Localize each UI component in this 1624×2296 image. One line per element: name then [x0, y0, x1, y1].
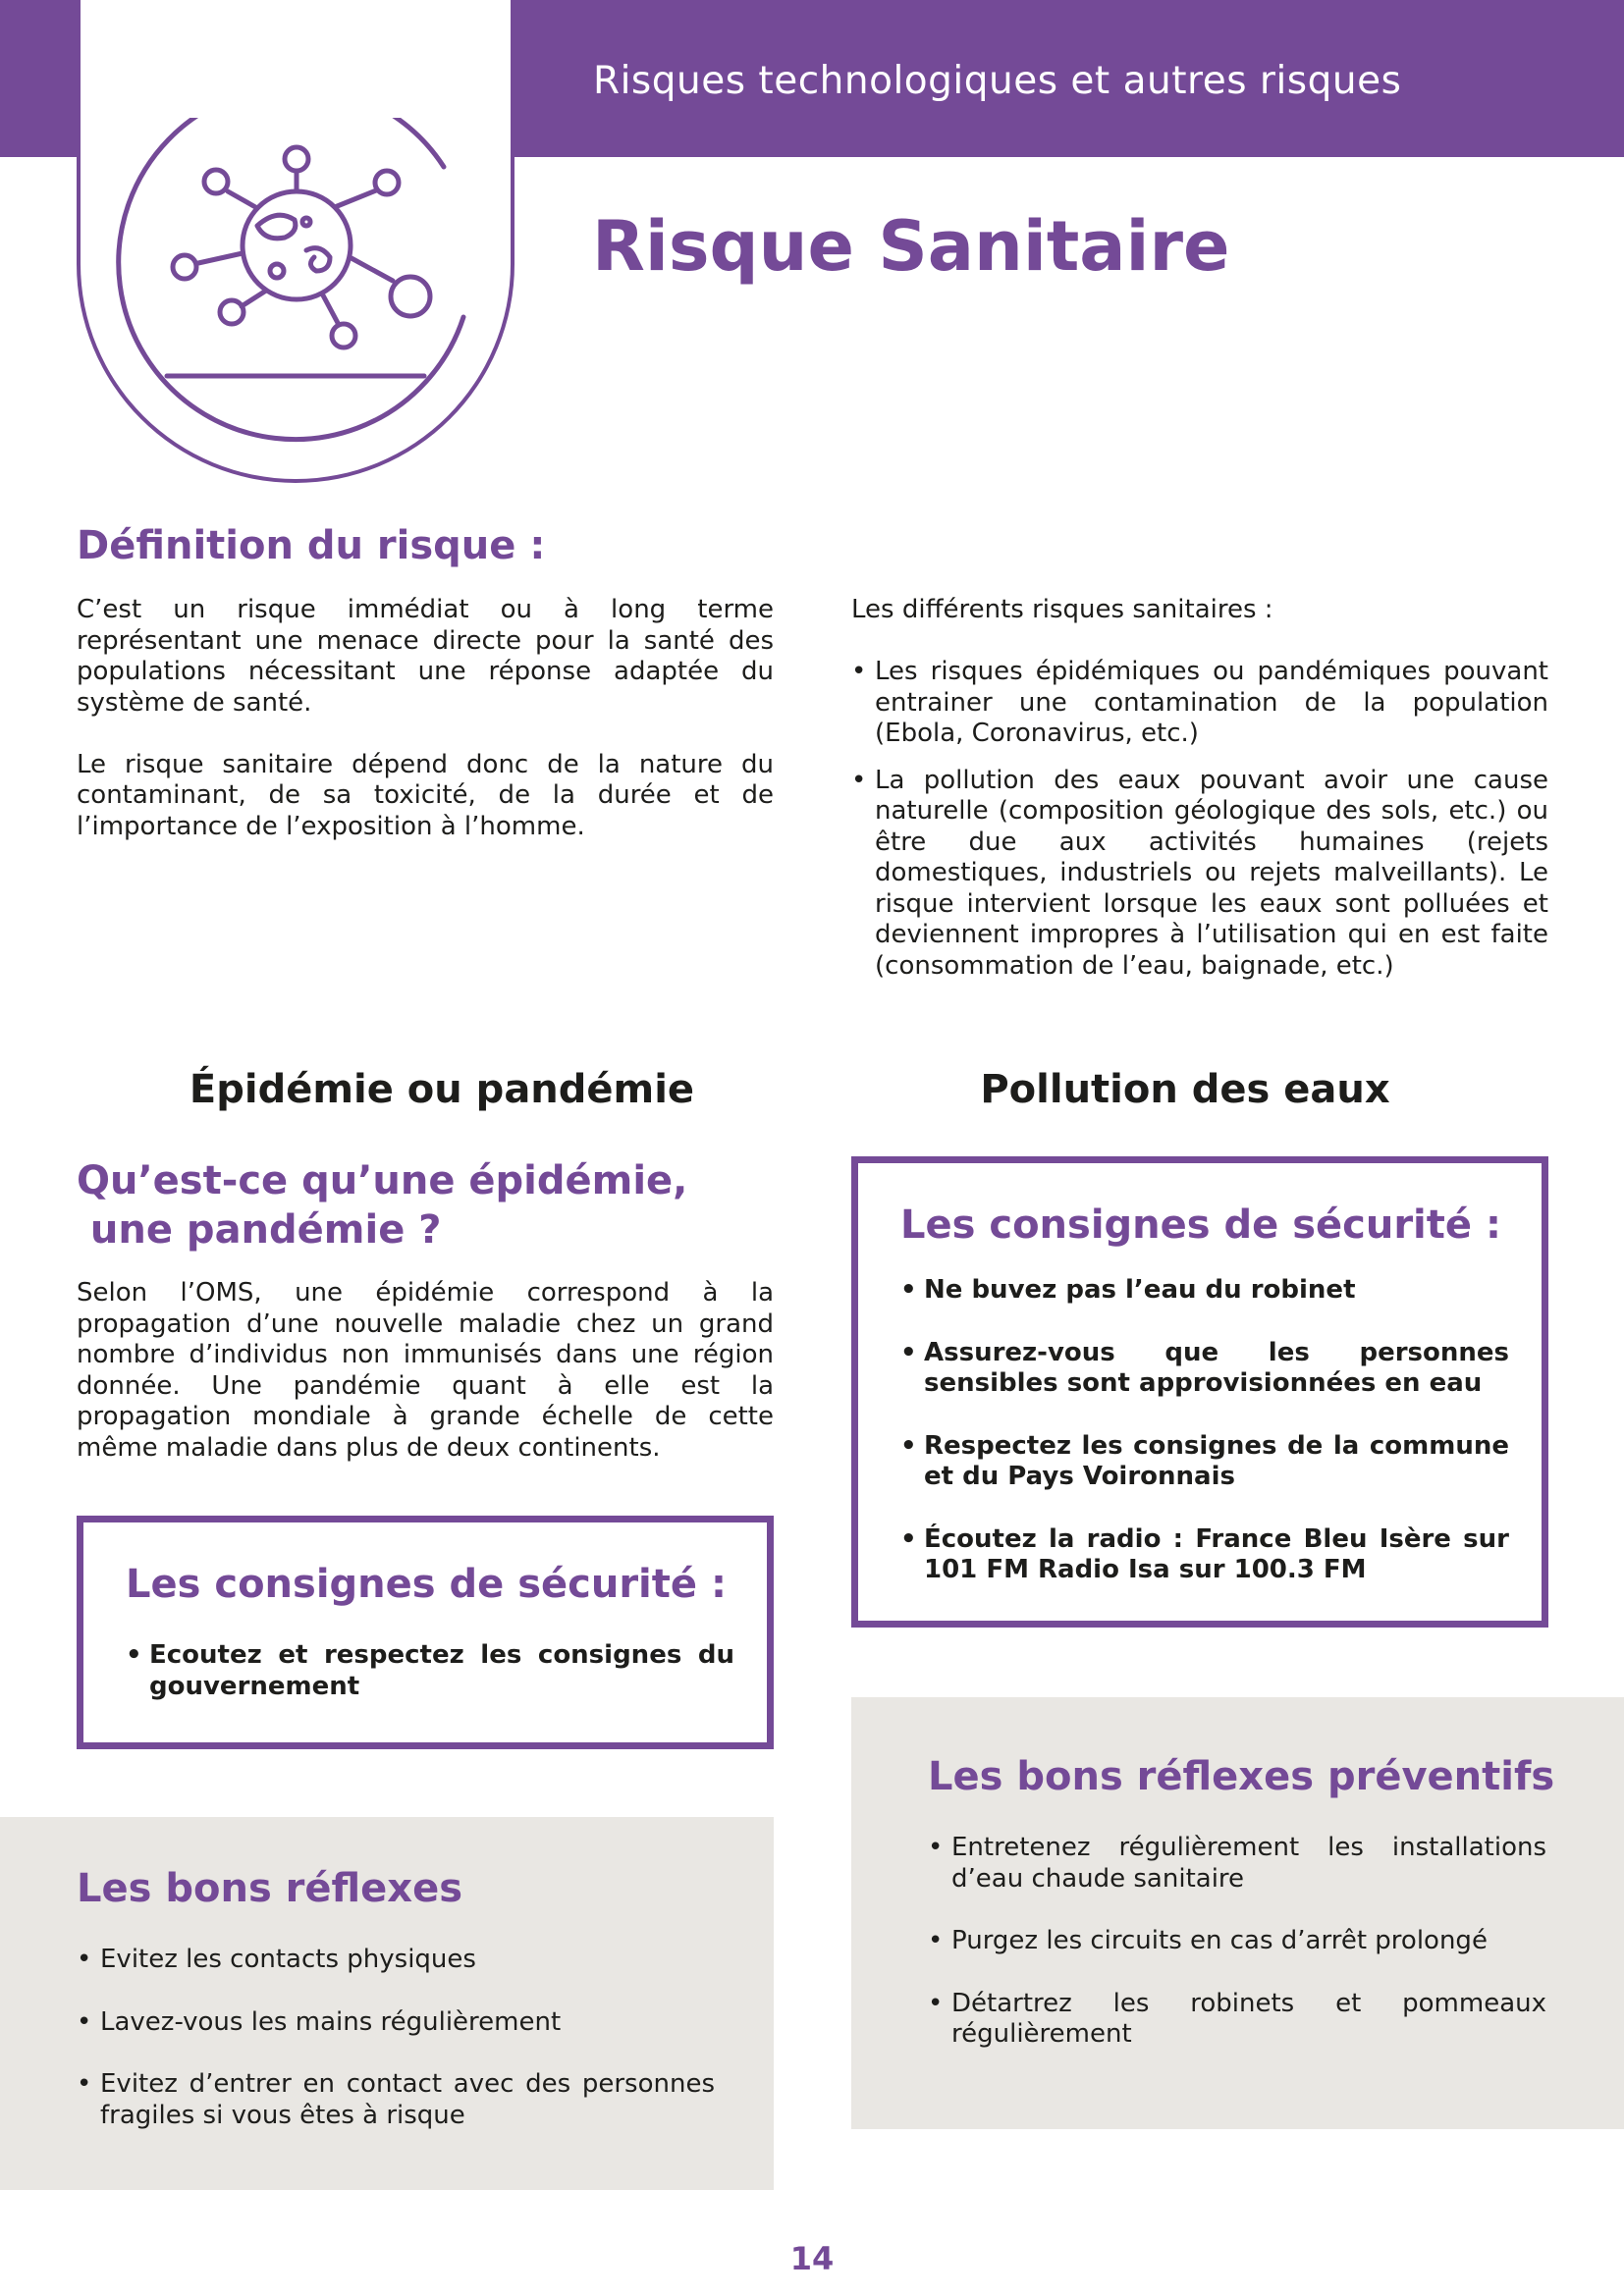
page-title: Risque Sanitaire: [592, 206, 1230, 287]
category-title: Risques technologiques et autres risques: [593, 59, 1402, 103]
list-item: • Purgez les circuits en cas d’arrêt prolongé: [928, 1926, 1546, 1957]
consignes-list: [126, 1640, 734, 1702]
page-number: 14: [789, 2240, 835, 2277]
risk-types-intro: Les différents risques sanitaires :: [851, 595, 1273, 624]
reflexes-heading: Les bons réflexes préventifs: [928, 1754, 1555, 1799]
list-item: • Détartrez les robinets et pommeaux régulièrement: [928, 1989, 1546, 2051]
epidemie-definition: Selon l’OMS, une épidémie correspond à la propagation d’une nouvelle maladie chez un grand nombre d’individus non immunisés dans une région donnée. Une pandémie quant à elle est la propagation mondiale à grande échelle de cette même maladie dans plus de deux continents.: [77, 1278, 774, 1463]
list-item: • Écoutez la radio : France Bleu Isère sur 101 FM Radio Isa sur 100.3 FM: [900, 1524, 1509, 1586]
section-title-pollution: Pollution des eaux: [980, 1067, 1390, 1112]
list-item: • Les risques épidémiques ou pandémiques pouvant entrainer une contamination de la population (Ebola, Coronavirus, etc.): [851, 657, 1548, 750]
list-item: • Respectez les consignes de la commune et du Pays Voironnais: [900, 1431, 1509, 1493]
definition-paragraph: Le risque sanitaire dépend donc de la nature du contaminant, de sa toxicité, de la durée et de l’importance de l’exposition à l’homme.: [77, 749, 774, 841]
virus-icon: [112, 118, 479, 452]
list-item: • Entretenez régulièrement les installations d’eau chaude sanitaire: [928, 1833, 1546, 1895]
reflexes-list: [77, 1945, 715, 2131]
list-item: • Evitez les contacts physiques: [77, 1945, 715, 1976]
consignes-box-pollution: [851, 1156, 1548, 1628]
list-item: • Assurez-vous que les personnes sensibles sont approvisionnées en eau: [900, 1338, 1509, 1400]
question-heading: [77, 1156, 687, 1255]
section-title-epidemie: Épidémie ou pandémie: [189, 1067, 695, 1112]
consignes-heading: Les consignes de sécurité :: [900, 1202, 1501, 1248]
question-line: Qu’est-ce qu’une épidémie,: [77, 1158, 688, 1203]
list-item: • Ne buvez pas l’eau du robinet: [900, 1275, 1509, 1307]
definition-text: [77, 595, 774, 842]
definition-paragraph: C’est un risque immédiat ou à long terme représentant une menace directe pour la santé des populations nécessitant une réponse adaptée du système de santé.: [77, 595, 774, 718]
reflexes-panel-pollution: [851, 1697, 1624, 2129]
definition-heading: Définition du risque :: [77, 523, 546, 568]
reflexes-panel-epidemie: [0, 1817, 774, 2190]
list-item: • La pollution des eaux pouvant avoir une cause naturelle (composition géologique des sols, etc.) ou être due aux activités humaines (rejets domestiques, industriels ou rejets malveillants). Le risque intervient lorsque les eaux sont polluées et deviennent impropres à l’utilisation qui en est faite (consommation de l’eau, baignade, etc.): [851, 766, 1548, 983]
consignes-box-epidemie: [77, 1516, 774, 1749]
question-line: une pandémie ?: [77, 1207, 442, 1253]
reflexes-heading: Les bons réflexes: [77, 1866, 463, 1911]
list-item: • Ecoutez et respectez les consignes du gouvernement: [126, 1640, 734, 1702]
list-item: • Evitez d’entrer en contact avec des personnes fragiles si vous êtes à risque: [77, 2069, 715, 2131]
consignes-heading: Les consignes de sécurité :: [126, 1562, 727, 1607]
risk-types: [851, 595, 1548, 982]
consignes-list: [900, 1275, 1509, 1586]
list-item: • Lavez-vous les mains régulièrement: [77, 2007, 715, 2039]
risk-types-list: [851, 657, 1548, 982]
reflexes-list: [928, 1833, 1546, 2051]
